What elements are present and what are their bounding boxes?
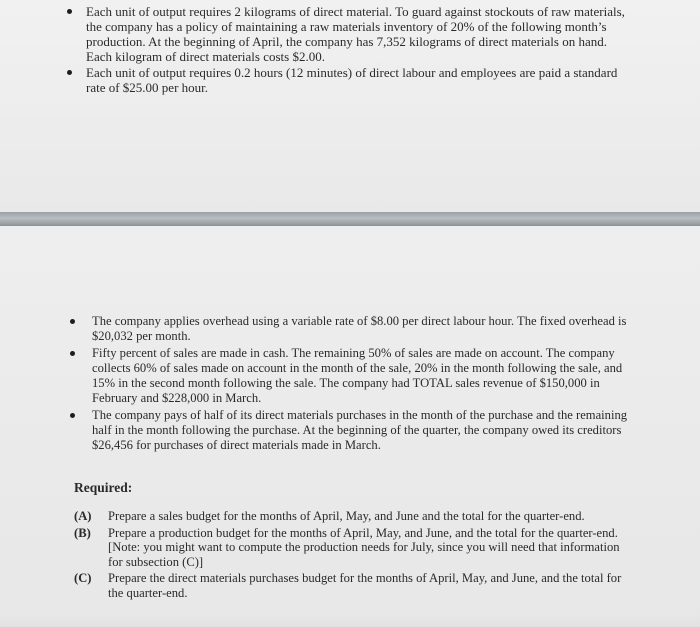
list-item: [86, 65, 634, 95]
list-item: [92, 314, 630, 345]
bullet-icon: [70, 351, 75, 356]
required-heading: Required:: [74, 480, 133, 495]
item-label: (B): [74, 525, 91, 540]
bullet-icon: [70, 319, 75, 324]
bullet-icon: [67, 70, 72, 75]
required-item-a: [74, 509, 630, 524]
bullet-icon: [70, 413, 75, 418]
bullet-text: The company applies overhead using a variable rate of $8.00 per direct labour hour. The fixed overhead is $20,032 per month.: [92, 314, 627, 344]
assumptions-list-bottom: [92, 314, 630, 455]
page-divider-band: [0, 212, 700, 226]
bullet-text: The company pays of half of its direct materials purchases in the month of the purchase and the remaining half in the month following the purchase. At the beginning of the quarter, the company owed its creditors $26,456 for purchases of direct materials made in March.: [92, 407, 628, 453]
list-item: [86, 4, 634, 64]
top-page-section: [0, 0, 700, 212]
assumptions-list-top: [86, 4, 634, 96]
item-label: (C): [74, 571, 92, 586]
item-text: Prepare a sales budget for the months of April, May, and June and the total for the quarter-end.: [108, 509, 585, 523]
bullet-icon: [67, 9, 72, 14]
item-label: (A): [74, 509, 92, 523]
bullet-text: Each unit of output requires 0.2 hours (12 minutes) of direct labour and employees are paid a standard rate of $25.00 per hour.: [86, 65, 618, 95]
required-item-c: [74, 571, 630, 600]
list-item: [92, 346, 630, 407]
required-item-b: [74, 526, 630, 570]
bullet-text: Fifty percent of sales are made in cash. The remaining 50% of sales are made on account. The company collects 60% of sales made on account in the month of the sale, 20% in the month following the sale, and 15% in the second month following the sale. The company had TOTAL sales revenue of $150,000 in February and $228,000 in March.: [92, 345, 623, 406]
list-item: [92, 408, 630, 454]
crop-edge: [0, 616, 700, 627]
item-text: Prepare a production budget for the months of April, May, and June, and the total for the quarter-end. [Note: you might want to compute the production needs for July, since you will need that information for subsection (C)]: [108, 525, 620, 569]
required-items-list: [74, 509, 630, 603]
bullet-text: Each unit of output requires 2 kilograms of direct material. To guard against stockouts of raw materials, the company has a policy of maintaining a raw materials inventory of 20% of the following month’s production. At the beginning of April, the company has 7,352 kilograms of direct materials on hand. Each kilogram of direct materials costs $2.00.: [86, 4, 625, 64]
item-text: Prepare the direct materials purchases budget for the months of April, May, and June, and the total for the quarter-end.: [108, 571, 622, 600]
